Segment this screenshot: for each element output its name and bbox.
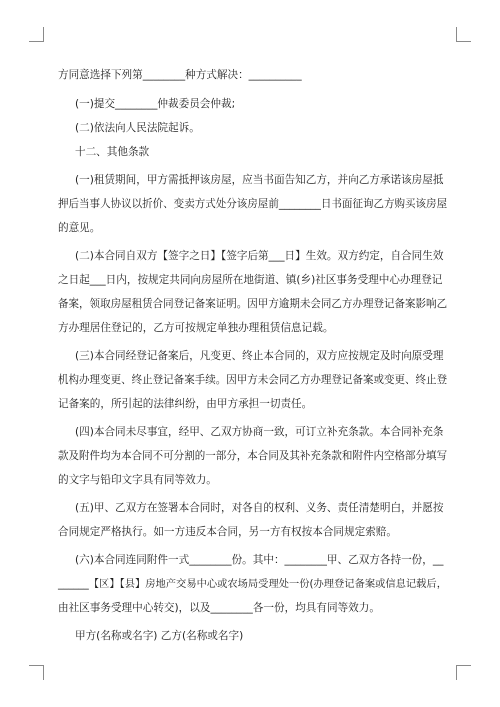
text-line: 押后当事人协议以折价、变卖方式处分该房屋前________日书面征询乙方购买该房屋 [58,198,448,210]
crop-mark-top-right [456,27,471,42]
text-line: (五)甲、乙双方在签署本合同时，对各自的权利、义务、责任清楚明白，并愿按 [75,502,444,514]
crop-mark-top-left [29,27,44,42]
text-line: ______【区】【县】房地产交易中心或农场局受理处一份(办理登记备案或信息记载后， [58,578,447,590]
section-heading: 十二、其他条款 [75,146,150,158]
text-line: 由社区事务受理中心转交)，以及________各一份，均具有同等效力。 [58,602,380,614]
text-line: (三)本合同经登记备案后，凡变更、终止本合同的，双方应按规定及时向原受理 [75,350,444,362]
text-line: 的文字与铅印文字具有同等效力。 [58,474,217,486]
text-line: 款及附件均为本合同不可分割的一部分，本合同及其补充条款和附件内空格部分填写 [58,450,448,462]
crop-mark-bottom-left [29,665,44,680]
signature-line: 甲方(名称或名字) 乙方(名称或名字) [75,630,244,642]
text-line: 记备案的，所引起的法律纠纷，由甲方承担一切责任。 [58,398,313,410]
text-line: (一)提交________仲裁委员会仲裁; [75,98,236,110]
text-line: 之日起___日内，按规定共同向房屋所在地街道、镇(乡)社区事务受理中心办理登记 [58,274,443,286]
text-line: (六)本合同连同附件一式________份。其中：________甲、乙双方各持一份，__ [75,554,444,566]
text-line: (二)依法向人民法院起诉。 [75,122,200,134]
crop-mark-bottom-right [456,665,471,680]
text-line: (二)本合同自双方【签字之日】【签字后第___日】生效。双方约定，自合同生效 [75,250,444,262]
text-line: 备案，领取房屋租赁合同登记备案证明。因甲方逾期未会同乙方办理登记备案影响乙 [58,298,448,310]
text-line: (一)租赁期间，甲方需抵押该房屋，应当书面告知乙方，并向乙方承诺该房屋抵 [75,174,444,186]
text-line: 的意见。 [58,222,101,234]
text-line: 合同规定严格执行。如一方违反本合同，另一方有权按本合同规定索赔。 [58,526,397,538]
text-line: (四)本合同未尽事宜，经甲、乙双方协商一致，可订立补充条款。本合同补充条 [75,426,444,438]
text-line: 方同意选择下列第________种方式解决：__________ [58,69,302,81]
text-line: 方办理居住登记的，乙方可按规定单独办理租赁信息记载。 [58,322,334,334]
text-line: 机构办理变更、终止登记备案手续。因甲方未会同乙方办理登记备案或变更、终止登 [58,374,448,386]
